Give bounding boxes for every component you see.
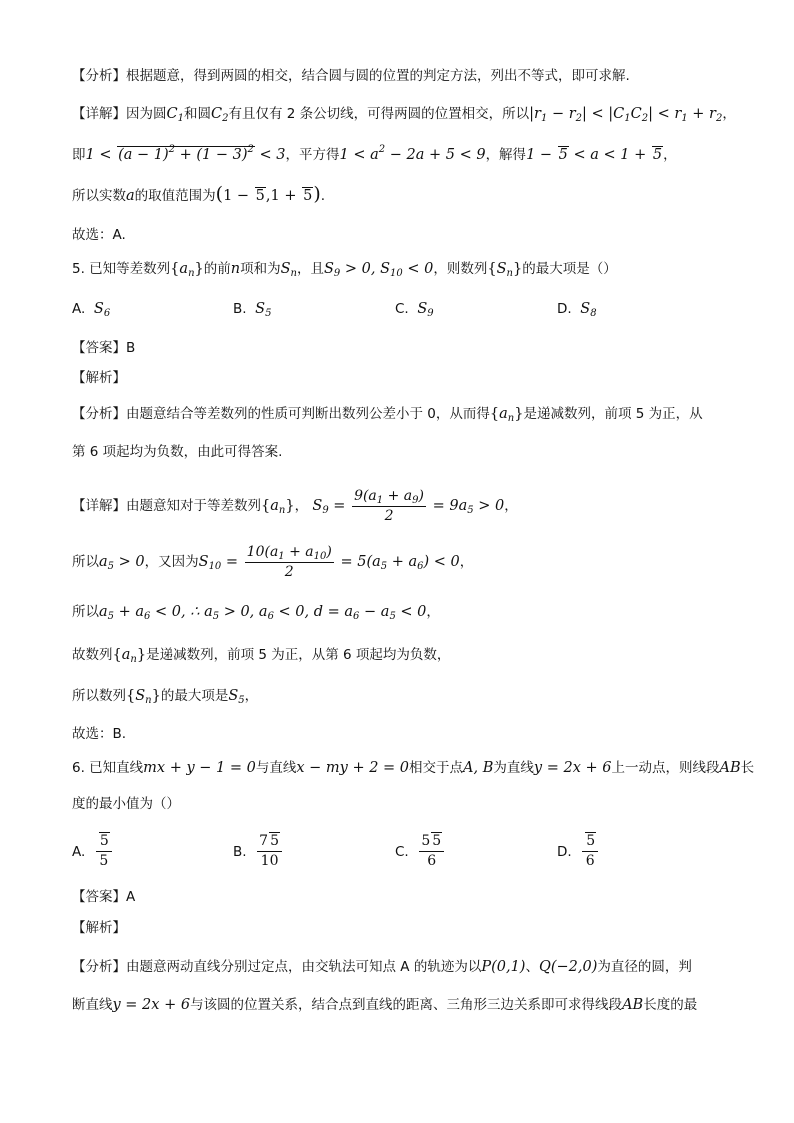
q5-detail-line1: 【详解】由题意知对于等差数列$\{a_n\}$， $S_9$ = $\frac{9(a_1 + a_9)}{2}$ = $9a_5 > 0$， [72,487,518,524]
q5-option-d: D. $S_8$ [557,301,597,319]
q5-analysis-line2: 第 6 项起均为负数，由此可得答案. [72,444,283,460]
q5-detail-line2: 所以$a_5 > 0$，又因为$S_{10}$ = $\frac{10(a_1 + a_{10})}{2}$ = $5(a_5 + a_6) < 0$， [72,543,474,580]
q6-stem-line1: 6. 已知直线mx + y − 1 = 0与直线x − my + 2 = 0相交于点A, B为直线y = 2x + 6上一动点，则线段AB长 [72,760,755,776]
math: $C_1$ [166,106,184,124]
analysis-text: 根据题意，得到两圆的相交，结合圆与圆的位置的判定方法，列出不等式，即可求解. [126,68,630,84]
q5-option-b: B. $S_5$ [233,301,272,319]
prev-analysis [72,66,734,86]
math-interval: (1 − 5,1 + 5) [215,183,321,205]
math-s9-formula: $S_9$ = $\frac{9(a_1 + a_9)}{2}$ = $9a_5 > 0$ [312,487,505,524]
q6-analysis-line1: 【分析】由题意两动直线分别过定点，由交轨法可知点 A 的轨迹为以P(0,1)、Q(−2,0)为直径的圆，判 [72,959,692,975]
prev-choice: 故选：A. [72,227,126,243]
q5-jiexi-tag: 【解析】 [72,370,126,386]
q5-stem: 5. 已知等差数列$\{a_n\}$的前n项和为$S_n$，且$S_9 > 0$, $S_{10} < 0$，则数列$\{S_n\}$的最大项是（） [72,261,617,279]
math-difference: $a_5 + a_6 < 0$, ∴ $a_5 > 0$, $a_6 < 0$, $d = a_6 - a_5 < 0$ [99,604,427,622]
math: $C_2$ [210,106,229,124]
q6-answer: 【答案】A [72,889,136,905]
math-sqrt-inequality: $1 < (a - 1)^2 + (1 - 3)^2 < 3$ [85,144,286,163]
q5-detail-line5: 所以数列$\{S_n\}$的最大项是$S_5$， [72,688,259,706]
q5-detail-line3: 所以$a_5 + a_6 < 0$, ∴ $a_5 > 0$, $a_6 < 0$, $d = a_6 - a_5 < 0$， [72,604,440,622]
q5-answer: 【答案】B [72,340,136,356]
math: 1 − 5 < a < 1 + 5 [526,147,663,163]
prev-detail-line1: 【详解】因为圆$C_1$和圆$C_2$有且仅有 2 条公切线，可得两圆的位置相交，所以$|r_1 - r_2| < |C_1C_2| < r_1 + r_2$， [72,106,736,124]
q6-analysis-line2: 断直线y = 2x + 6与该圆的位置关系，结合点到直线的距离、三角形三边关系即可求得线段AB长度的最 [72,997,698,1013]
q6-option-d: D. $\frac{5}{6}$ [557,832,600,871]
prev-detail-line2: 即$1 < (a - 1)^2 + (1 - 3)^2 < 3$，平方得$1 < a^2 - 2a + 5 < 9$，解得1 − 5 < a < 1 + 5， [72,144,677,163]
math: $1 < a^2 - 2a + 5 < 9$ [339,144,486,163]
q5-detail-line4: 故数列$\{a_n\}$是递减数列，前项 5 为正，从第 6 项起均为负数， [72,647,451,665]
q6-option-a: A. $\frac{5}{5}$ [72,832,114,871]
q6-option-b: B. $\frac{7 5}{10}$ [233,832,284,871]
prev-range-line: 所以实数a的取值范围为(1 − 5,1 + 5). [72,183,326,205]
math-s10-formula: $S_{10}$ = $\frac{10(a_1 + a_{10})}{2}$ = $5(a_5 + a_6) < 0$ [198,543,460,580]
math-condition: $S_9 > 0$, $S_{10} < 0$ [323,261,434,279]
q6-stem-line2: 度的最小值为（） [72,796,180,812]
analysis-tag: 【分析】 [72,68,126,84]
q5-choice: 故选：B. [72,726,127,742]
q6-jiexi-tag: 【解析】 [72,920,126,936]
q5-option-c: C. $S_9$ [395,301,434,319]
q6-option-c: C. $\frac{5 5}{6}$ [395,832,446,871]
q5-option-a: A. $S_6$ [72,301,111,319]
q5-analysis-line1: 【分析】由题意结合等差数列的性质可判断出数列公差小于 0，从而得$\{a_n\}$是递减数列，前项 5 为正，从 [72,406,703,424]
math-inequality: $|r_1 - r_2| < |C_1C_2| < r_1 + r_2$ [529,106,723,124]
detail-tag: 【详解】 [72,106,126,122]
